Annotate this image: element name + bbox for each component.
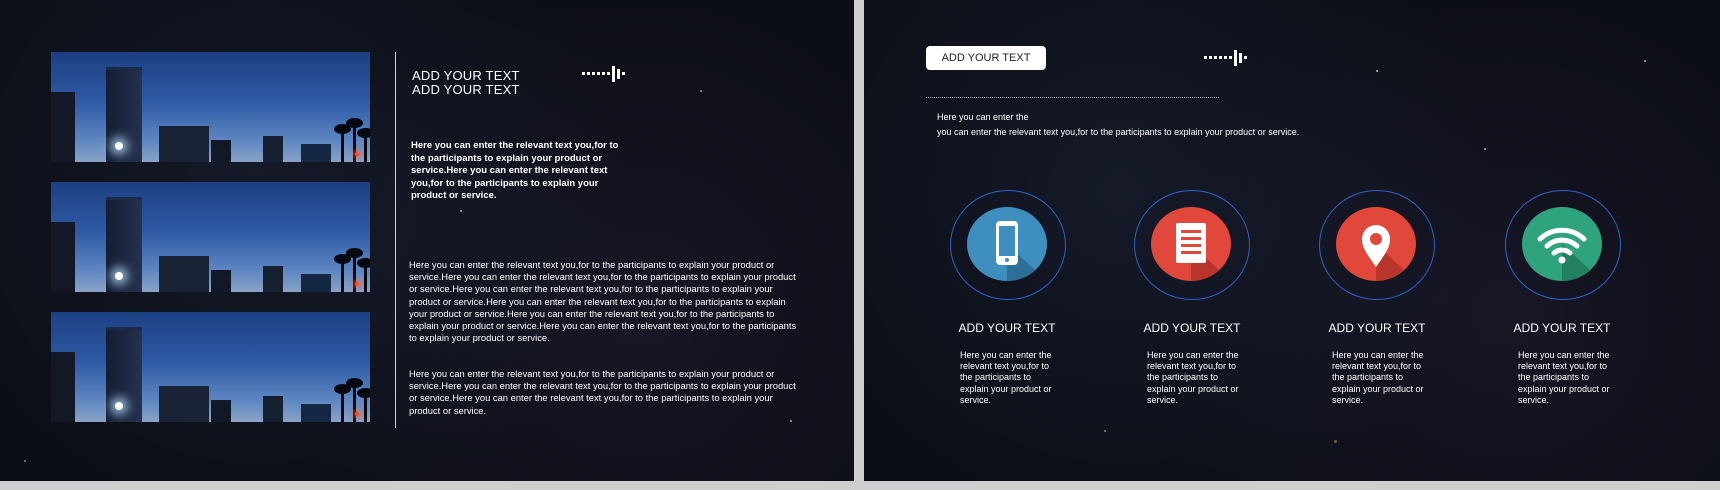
palm-tree [341, 262, 344, 292]
street-light [115, 402, 123, 410]
palm-tree [341, 392, 344, 422]
slide-right [864, 0, 1720, 481]
city-photo-1 [51, 52, 370, 162]
star [460, 210, 462, 212]
building [51, 92, 75, 162]
feature-desc-4: Here you can enter the relevant text you,for to the participants to explain your product or service. [1518, 350, 1610, 405]
street-light [115, 142, 123, 150]
city-photo-3 [51, 312, 370, 422]
feature-ring-3 [1319, 190, 1435, 300]
feature-ring-2 [1134, 190, 1250, 300]
body-paragraph-1: Here you can enter the relevant text you,for to the participants to explain your product or service.Here you can enter the relevant text you,for to the participants to explain your product or service.Here you can enter the relevant text you,for to the participants to explain your product or service.Here you can enter the relevant text you,for to the participants to explain your product or service.Here you can enter the relevant text you,for to the participants to explain your product or service.Here you can enter the relevant text you,for to the participants to explain your product or service. [409, 259, 797, 344]
feature-disc-2 [1151, 207, 1231, 281]
building [106, 67, 142, 162]
palm-tree [364, 266, 367, 292]
dotted-arrow-icon [1204, 47, 1254, 69]
feature-title-2: ADD YOUR TEXT [1143, 321, 1241, 335]
building [159, 256, 209, 292]
building [301, 274, 331, 292]
intro-line-2: you can enter the relevant text you,for to the participants to explain your product or service. [937, 127, 1300, 137]
document-icon [1151, 207, 1231, 281]
star [1484, 148, 1486, 150]
title-line-2: ADD YOUR TEXT [412, 82, 520, 97]
star [1334, 440, 1337, 443]
feature-disc-4 [1522, 207, 1602, 281]
city-photo-2 [51, 182, 370, 292]
building [51, 222, 75, 292]
location-pin-icon [1336, 207, 1416, 281]
title-line-1: ADD YOUR TEXT [412, 68, 520, 83]
star [790, 420, 792, 422]
feature-disc-1 [967, 207, 1047, 281]
feature-desc-2: Here you can enter the relevant text you,for to the participants to explain your product or service. [1147, 350, 1239, 405]
building [263, 266, 283, 292]
star [1376, 70, 1378, 72]
red-light [355, 152, 359, 156]
star [1104, 430, 1106, 432]
feature-desc-3: Here you can enter the relevant text you,for to the participants to explain your product or service. [1332, 350, 1424, 405]
building [51, 352, 75, 422]
body-paragraph-2: Here you can enter the relevant text you,for to the participants to explain your product or service.Here you can enter the relevant text you,for to the participants to explain your product or service.Here you can enter the relevant text you,for to the participants to explain your product or service. [409, 368, 796, 416]
smartphone-icon [967, 207, 1047, 281]
building [211, 270, 231, 292]
building [211, 140, 231, 162]
palm-tree [353, 256, 356, 292]
bold-paragraph: Here you can enter the relevant text you,for to the participants to explain your product or service.Here you can enter the relevant text you,for to the participants to explain your product or service. [411, 140, 619, 201]
intro-line-1: Here you can enter the [937, 112, 1029, 122]
star [24, 460, 26, 462]
building [211, 400, 231, 422]
feature-desc-1: Here you can enter the relevant text you,for to the participants to explain your product or service. [960, 350, 1052, 405]
feature-title-3: ADD YOUR TEXT [1328, 321, 1426, 335]
street-light [115, 272, 123, 280]
feature-title-4: ADD YOUR TEXT [1513, 321, 1611, 335]
slide-title [412, 69, 520, 97]
building [301, 404, 331, 422]
red-light [355, 282, 359, 286]
slide-left [0, 0, 854, 481]
vertical-divider [395, 52, 396, 428]
star [700, 90, 702, 92]
intro-text [937, 110, 1299, 140]
dotted-arrow-icon [582, 63, 632, 85]
star [1644, 60, 1646, 62]
feature-disc-3 [1336, 207, 1416, 281]
building [106, 327, 142, 422]
building [106, 197, 142, 292]
building [159, 126, 209, 162]
wifi-icon [1522, 207, 1602, 281]
feature-ring-1 [950, 190, 1066, 300]
building [159, 386, 209, 422]
palm-tree [353, 386, 356, 422]
dotted-divider [926, 97, 1219, 98]
feature-ring-4 [1505, 190, 1621, 300]
red-light [355, 412, 359, 416]
building [263, 396, 283, 422]
palm-tree [353, 126, 356, 162]
building [263, 136, 283, 162]
title-chip: ADD YOUR TEXT [926, 46, 1046, 70]
palm-tree [364, 136, 367, 162]
palm-tree [364, 396, 367, 422]
palm-tree [341, 132, 344, 162]
building [301, 144, 331, 162]
feature-title-1: ADD YOUR TEXT [958, 321, 1056, 335]
